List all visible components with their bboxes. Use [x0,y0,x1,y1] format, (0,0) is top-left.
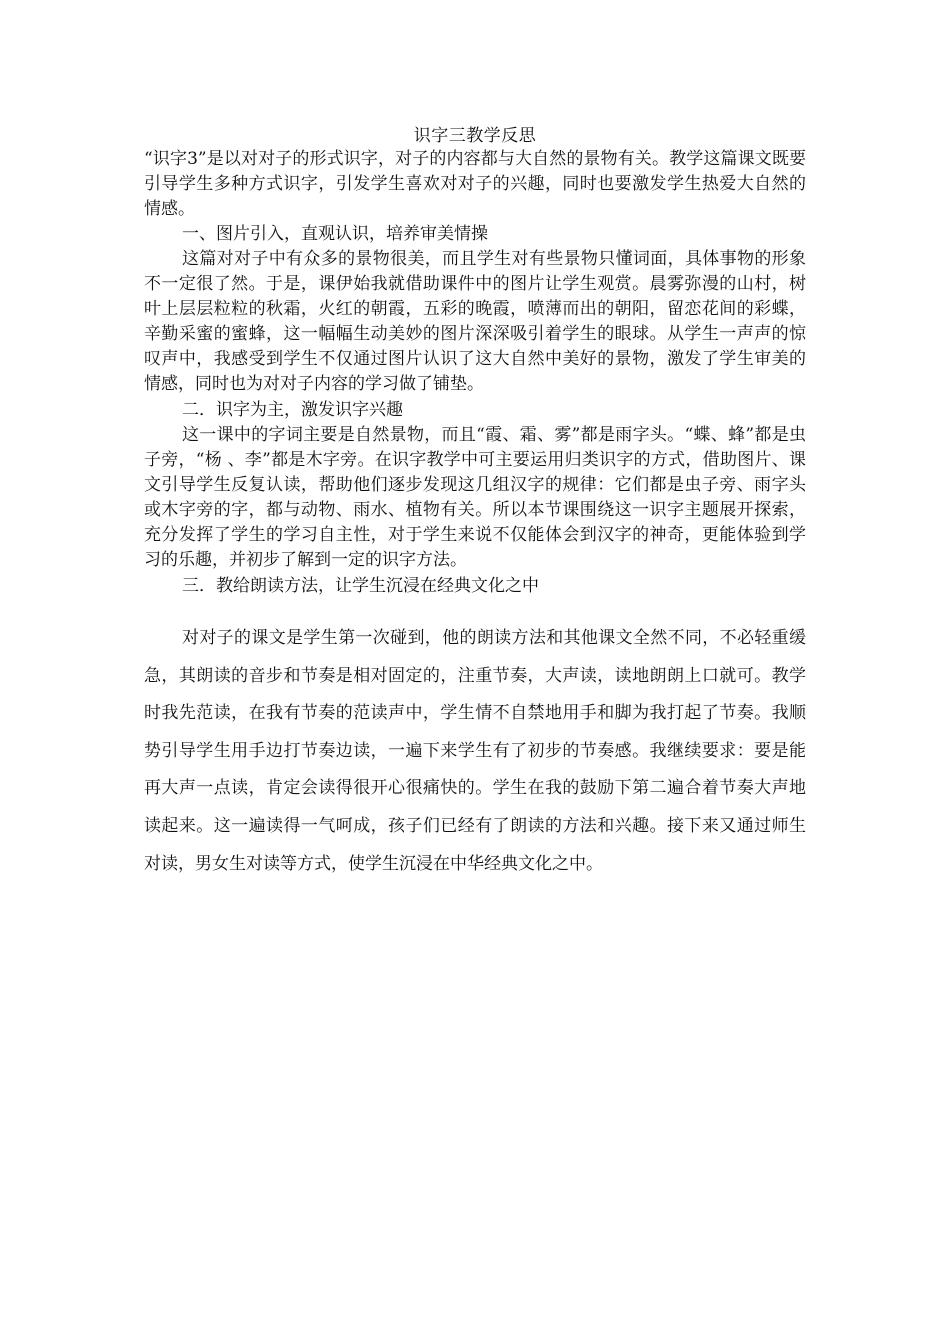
section-1-paragraph: 这篇对对子中有众多的景物很美，而且学生对有些景物只懂词面，具体事物的形象不一定很了然。于是，课伊始我就借助课件中的图片让学生观赏。晨雾弥漫的山村，树叶上层层粒粒的秋霜，火红的朝霞，五彩的晚霞，喷薄而出的朝阳，留恋花间的彩蝶，辛勤采蜜的蜜蜂，这一幅幅生动美妙的图片深深吸引着学生的眼球。从学生一声声的惊叹声中，我感受到学生不仅通过图片认识了这大自然中美好的景物，激发了学生审美的情感，同时也为对对子内容的学习做了铺垫。 [144,249,806,394]
section-3-paragraph: 对对子的课文是学生第一次碰到，他的朗读方法和其他课文全然不同，不必轻重缓急，其朗读的音步和节奏是相对固定的，注重节奏，大声读，读地朗朗上口就可。教学时我先范读，在我有节奏的范读声中，学生情不自禁地用手和脚为我打起了节奏。我顺势引导学生用手边打节奏边读，一遍下来学生有了初步的节奏感。我继续要求：要是能再大声一点读，肯定会读得很开心很痛快的。学生在我的鼓励下第二遍合着节奏大声地读起来。这一遍读得一气呵成，孩子们已经有了朗读的方法和兴趣。接下来又通过师生对读，男女生对读等方式，使学生沉浸在中华经典文化之中。 [144,628,806,874]
intro-paragraph: “识字3”是以对对子的形式识字，对子的内容都与大自然的景物有关。教学这篇课文既要引导学生多种方式识字，引发学生喜欢对对子的兴趣，同时也要激发学生热爱大自然的情感。 [144,149,806,219]
section-3-heading: 三．教给朗读方法，让学生沉浸在经典文化之中 [182,576,539,596]
section-2-paragraph: 这一课中的字词主要是自然景物，而且“霞、霜、雾”都是雨字头。“蝶、蜂”都是虫子旁，“杨 、李”都是木字旁。在识字教学中可主要运用归类识字的方式，借助图片、课文引导学生反复认读，帮助他们逐步发现这几组汉字的规律：它们都是虫子旁、雨字头或木字旁的字，都与动物、雨水、植物有关。所以本节课围绕这一识字主题展开探索，充分发挥了学生的学习自主性，对于学生来说不仅能体会到汉字的神奇，更能体验到学习的乐趣，并初步了解到一定的识字方法。 [144,425,806,570]
section-2-heading: 二．识字为主，激发识字兴趣 [182,400,403,420]
section-1-heading: 一、图片引入，直观认识，培养审美情操 [182,224,488,244]
document-title: 识字三教学反思 [413,126,537,146]
